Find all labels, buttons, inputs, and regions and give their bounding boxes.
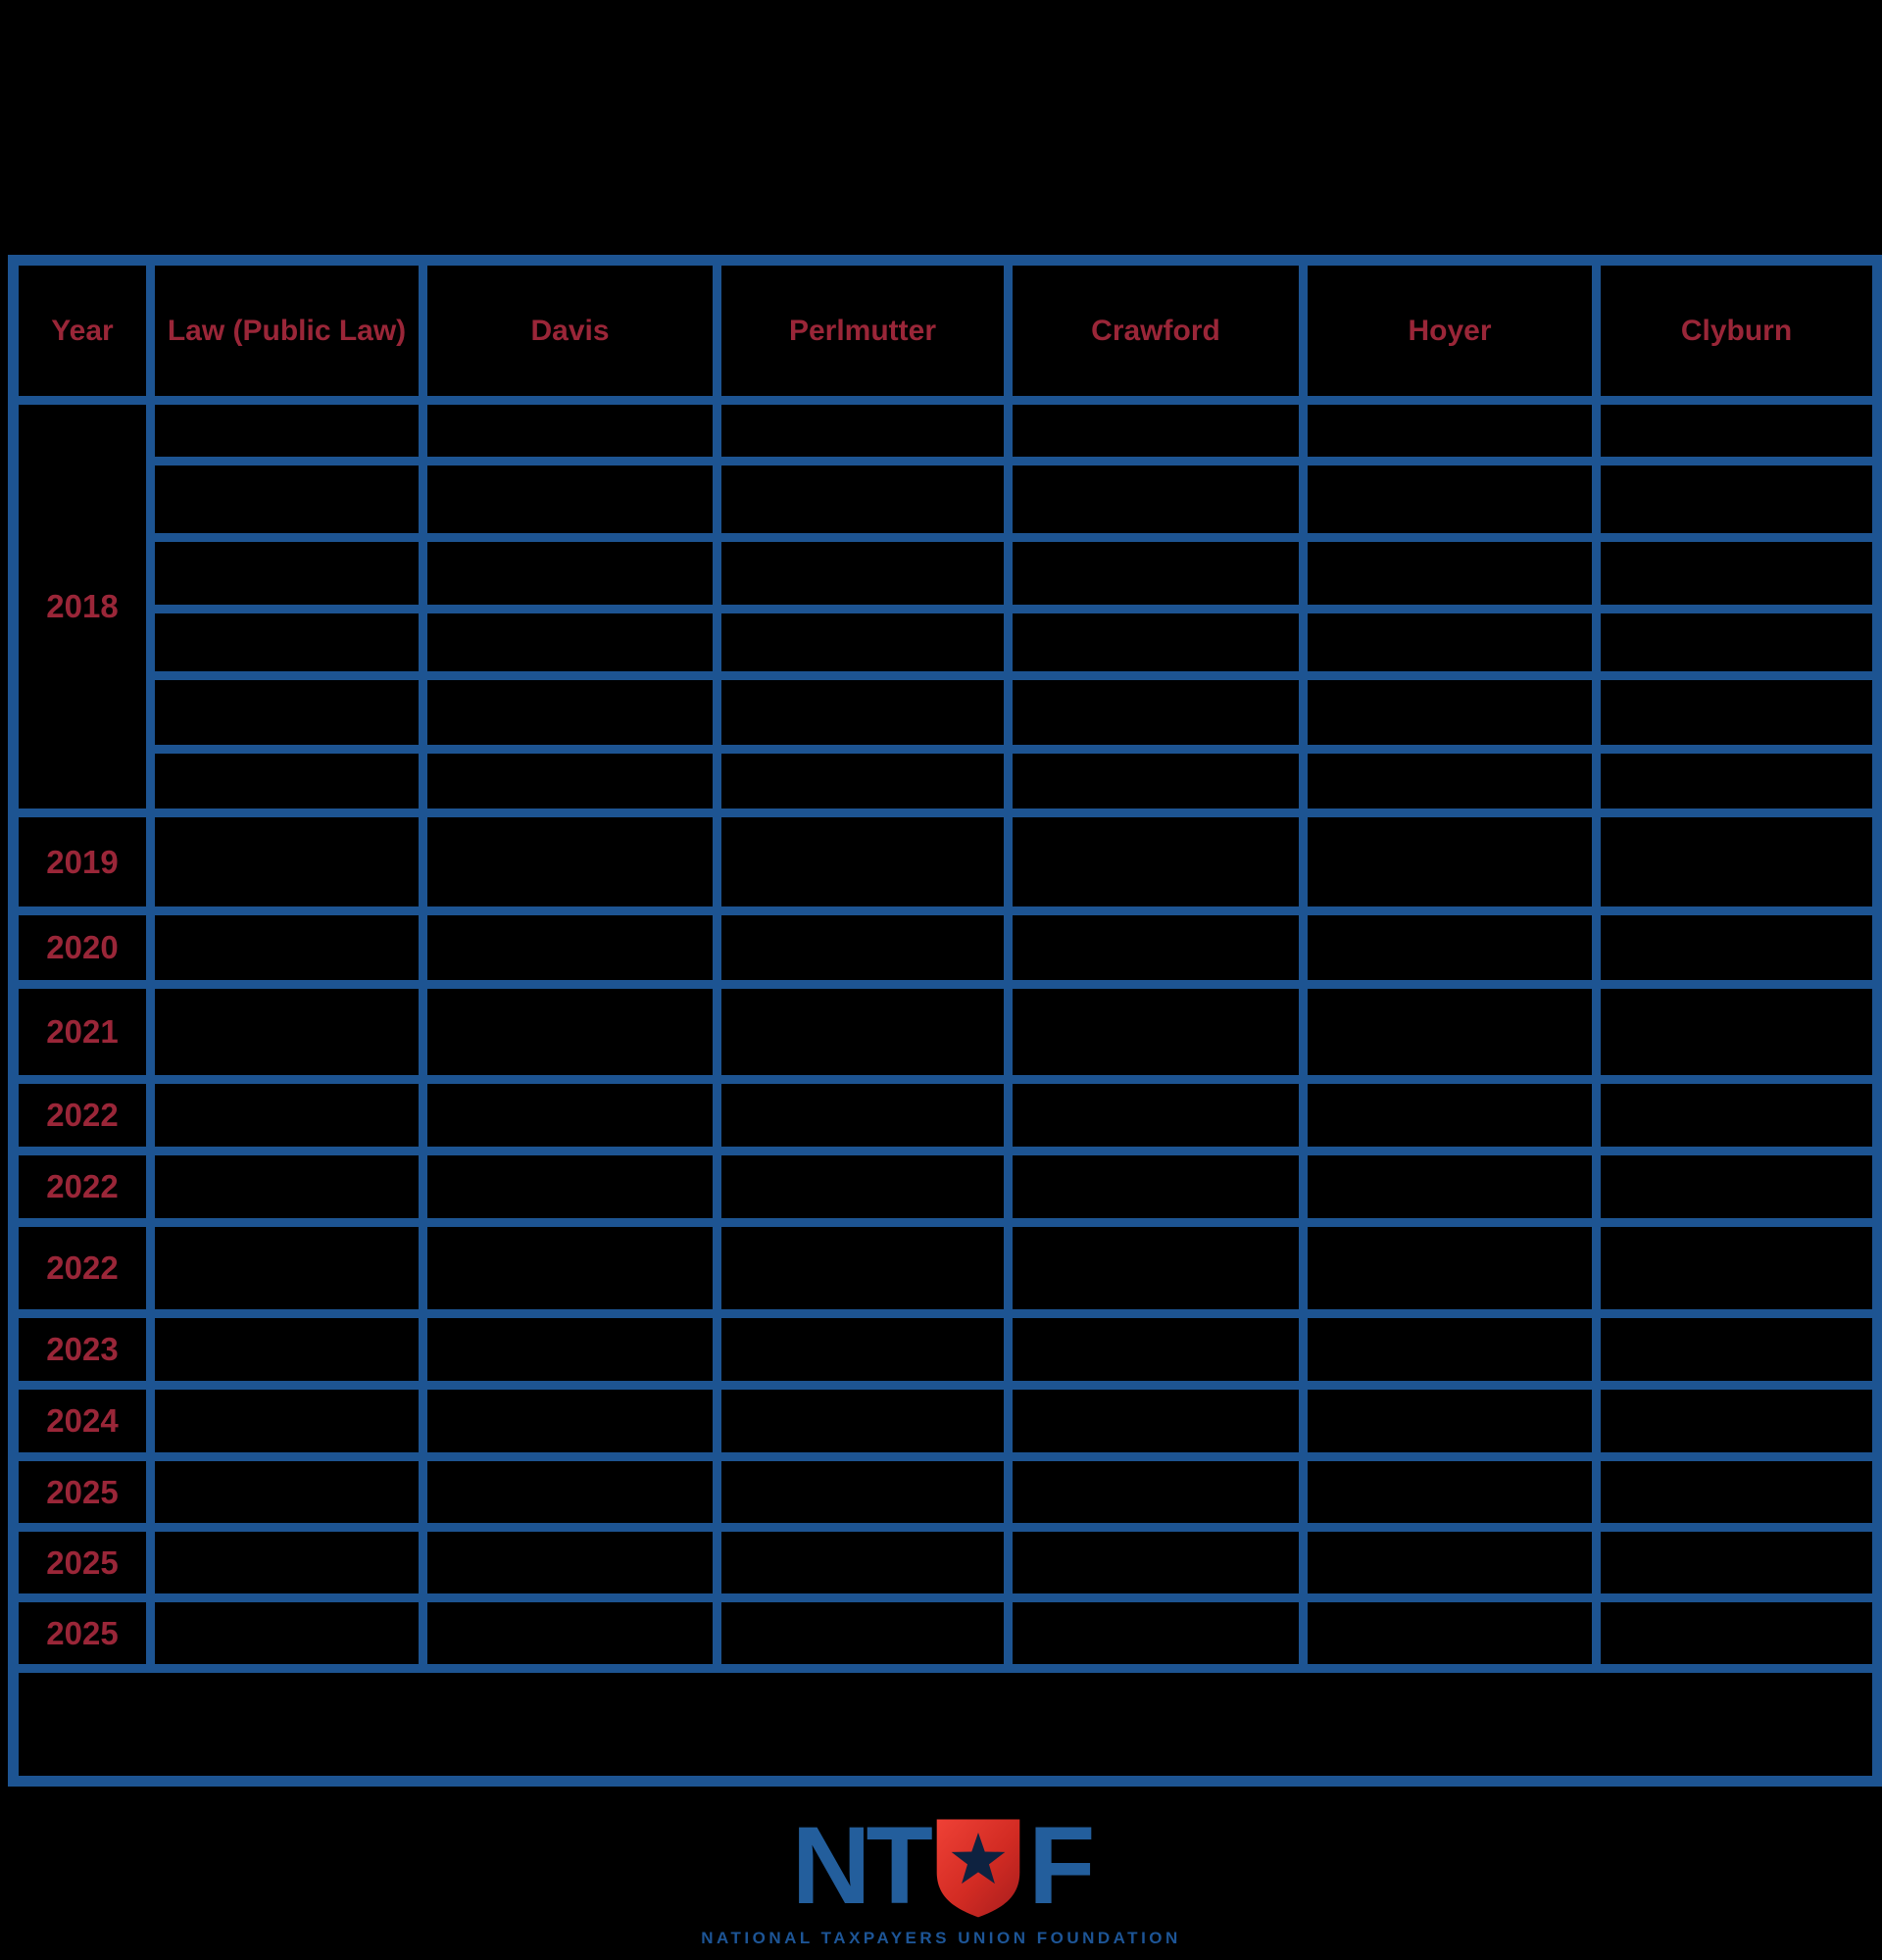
body-cell (1009, 1314, 1304, 1386)
table-row (14, 610, 1878, 676)
body-cell (1304, 401, 1597, 462)
body-cell (423, 1314, 718, 1386)
table-row (14, 911, 1878, 985)
year-cell: 2024 (14, 1386, 151, 1457)
body-cell (718, 1528, 1009, 1598)
body-cell (1597, 1457, 1878, 1528)
body-cell (1304, 1386, 1597, 1457)
body-cell (1597, 676, 1878, 750)
body-cell (718, 750, 1009, 813)
body-cell (1597, 1386, 1878, 1457)
ntuf-logo-nt: NT (791, 1804, 928, 1927)
table-body (14, 401, 1878, 1782)
body-cell (151, 1386, 423, 1457)
body-cell (151, 813, 423, 911)
body-cell (423, 538, 718, 610)
body-cell (151, 1223, 423, 1314)
column-header-hoyer: Hoyer (1304, 261, 1597, 401)
body-cell (1009, 813, 1304, 911)
header-row (14, 261, 1878, 401)
body-cell (423, 750, 718, 813)
column-header-davis: Davis (423, 261, 718, 401)
body-cell (718, 1314, 1009, 1386)
year-cell: 2019 (14, 813, 151, 911)
body-cell (151, 1457, 423, 1528)
body-cell (423, 1223, 718, 1314)
table-row (14, 1457, 1878, 1528)
body-cell (151, 1080, 423, 1152)
ntuf-logo (0, 1804, 1882, 1948)
body-cell (1597, 610, 1878, 676)
body-cell (423, 813, 718, 911)
body-cell (151, 1152, 423, 1223)
body-cell (718, 1080, 1009, 1152)
body-cell (1597, 1152, 1878, 1223)
body-cell (151, 1598, 423, 1669)
body-cell (1009, 1528, 1304, 1598)
body-cell (1597, 1314, 1878, 1386)
body-cell (718, 1386, 1009, 1457)
title-area (0, 0, 1882, 253)
ntuf-shield-icon (934, 1815, 1022, 1921)
body-cell (1304, 1598, 1597, 1669)
body-cell (1009, 1152, 1304, 1223)
body-cell (718, 401, 1009, 462)
body-cell (1597, 911, 1878, 985)
body-cell (1597, 401, 1878, 462)
body-cell (1597, 985, 1878, 1080)
table-row (14, 985, 1878, 1080)
body-cell (423, 610, 718, 676)
body-cell (718, 1223, 1009, 1314)
body-cell (1304, 1314, 1597, 1386)
body-cell (423, 1080, 718, 1152)
body-cell (1009, 1223, 1304, 1314)
body-cell (1304, 610, 1597, 676)
body-cell (1009, 676, 1304, 750)
year-cell: 2023 (14, 1314, 151, 1386)
body-cell (718, 1457, 1009, 1528)
body-cell (151, 676, 423, 750)
body-cell (718, 462, 1009, 538)
body-cell (423, 1457, 718, 1528)
body-cell (1009, 462, 1304, 538)
body-cell (1009, 538, 1304, 610)
body-cell (1304, 1223, 1597, 1314)
data-table (8, 255, 1882, 1787)
year-cell: 2025 (14, 1598, 151, 1669)
body-cell (1597, 813, 1878, 911)
body-cell (423, 676, 718, 750)
body-cell (1009, 1598, 1304, 1669)
body-cell (1009, 1080, 1304, 1152)
body-cell (151, 462, 423, 538)
year-cell: 2022 (14, 1223, 151, 1314)
body-cell (718, 1598, 1009, 1669)
body-cell (1597, 538, 1878, 610)
body-cell (1009, 911, 1304, 985)
year-cell: 2018 (14, 401, 151, 813)
body-cell (1597, 1223, 1878, 1314)
table-row (14, 813, 1878, 911)
table-row (14, 1080, 1878, 1152)
table-row (14, 1223, 1878, 1314)
body-cell (1304, 676, 1597, 750)
body-cell (1009, 610, 1304, 676)
column-header-perlmutter: Perlmutter (718, 261, 1009, 401)
table-row (14, 462, 1878, 538)
body-cell (151, 1528, 423, 1598)
body-cell (718, 1152, 1009, 1223)
year-cell: 2025 (14, 1457, 151, 1528)
body-cell (151, 1314, 423, 1386)
table-row (14, 676, 1878, 750)
ntuf-logo-f: F (1027, 1804, 1091, 1927)
body-cell (151, 750, 423, 813)
year-cell: 2021 (14, 985, 151, 1080)
table-row (14, 1528, 1878, 1598)
body-cell (1304, 1080, 1597, 1152)
body-cell (423, 1152, 718, 1223)
body-cell (1009, 750, 1304, 813)
body-cell (151, 401, 423, 462)
column-header-clyburn: Clyburn (1597, 261, 1878, 401)
body-cell (718, 676, 1009, 750)
body-cell (423, 401, 718, 462)
body-cell (423, 1598, 718, 1669)
body-cell (1597, 1080, 1878, 1152)
body-cell (1304, 1528, 1597, 1598)
body-cell (718, 813, 1009, 911)
body-cell (151, 985, 423, 1080)
body-cell (1304, 462, 1597, 538)
body-cell (1009, 985, 1304, 1080)
table-row (14, 401, 1878, 462)
table-row (14, 1598, 1878, 1669)
column-header-crawford: Crawford (1009, 261, 1304, 401)
table-row (14, 538, 1878, 610)
column-header-year: Year (14, 261, 151, 401)
table-row (14, 1314, 1878, 1386)
body-cell (718, 985, 1009, 1080)
table-footer-row (14, 1669, 1878, 1782)
table-row (14, 1386, 1878, 1457)
body-cell (423, 462, 718, 538)
body-cell (1304, 985, 1597, 1080)
table-row (14, 750, 1878, 813)
body-cell (1009, 1457, 1304, 1528)
ntuf-tagline: NATIONAL TAXPAYERS UNION FOUNDATION (701, 1929, 1181, 1947)
body-cell (1009, 401, 1304, 462)
body-cell (423, 1386, 718, 1457)
body-cell (1009, 1386, 1304, 1457)
body-cell (718, 538, 1009, 610)
table-footer-cell (14, 1669, 1878, 1782)
body-cell (1597, 750, 1878, 813)
year-cell: 2020 (14, 911, 151, 985)
body-cell (151, 610, 423, 676)
body-cell (1304, 1152, 1597, 1223)
body-cell (1597, 1528, 1878, 1598)
body-cell (1304, 750, 1597, 813)
body-cell (151, 538, 423, 610)
body-cell (1304, 538, 1597, 610)
table-header (14, 261, 1878, 401)
table-row (14, 1152, 1878, 1223)
body-cell (423, 1528, 718, 1598)
body-cell (718, 911, 1009, 985)
column-header-law-public-law: Law (Public Law) (151, 261, 423, 401)
body-cell (423, 911, 718, 985)
body-cell (423, 985, 718, 1080)
year-cell: 2022 (14, 1080, 151, 1152)
ntuf-logo-row (791, 1804, 1091, 1927)
body-cell (151, 911, 423, 985)
body-cell (718, 610, 1009, 676)
body-cell (1304, 813, 1597, 911)
body-cell (1597, 462, 1878, 538)
body-cell (1304, 911, 1597, 985)
year-cell: 2022 (14, 1152, 151, 1223)
year-cell: 2025 (14, 1528, 151, 1598)
body-cell (1304, 1457, 1597, 1528)
body-cell (1597, 1598, 1878, 1669)
